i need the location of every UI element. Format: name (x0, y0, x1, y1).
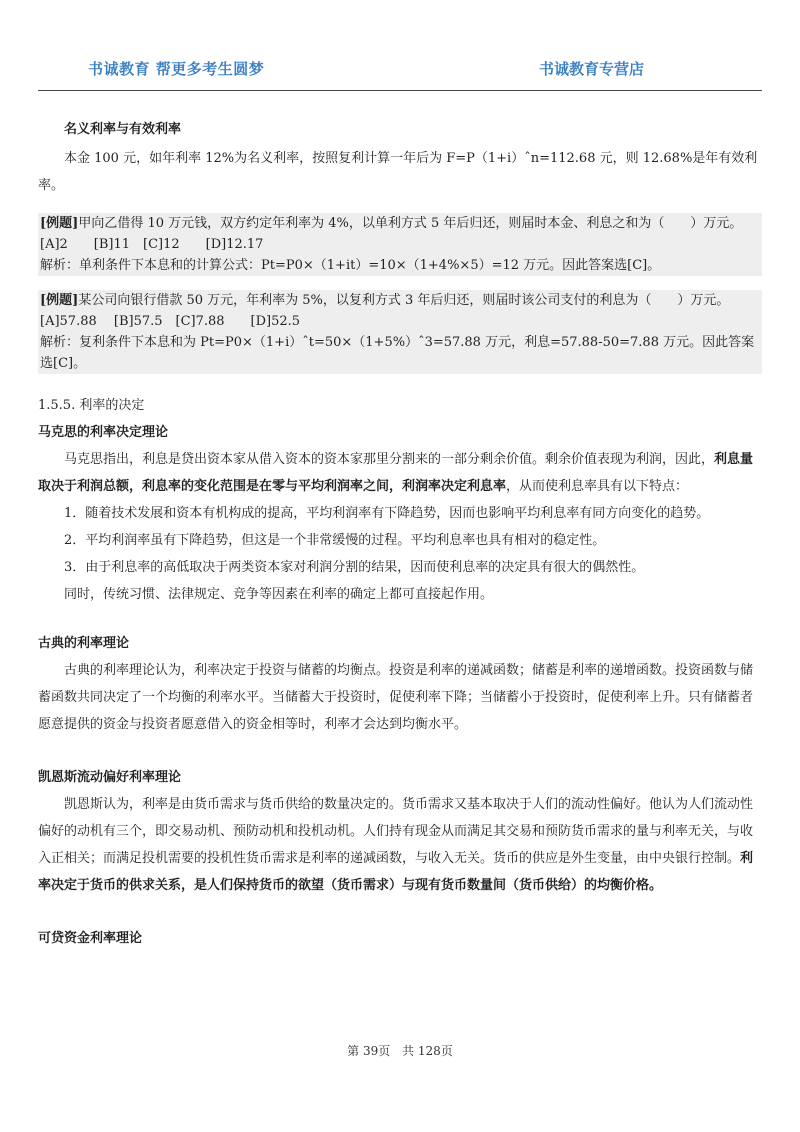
page-number: 第 39页 (347, 1044, 391, 1058)
keynes-theory-paragraph: 凯恩斯认为，利率是由货币需求与货币供给的数量决定的。货币需求又基本取决于人们的流动性偏好。他认为人们流动性偏好的动机有三个，即交易动机、预防动机和投机动机。人们持有现金从而满足其交易和预防货币需求的量与利率无关，与收入正相关；而满足投机需要的投机性货币需求是利率的递减函数，与收入无关。货币的供应是外生变量，由中央银行控制。利率决定于货币的供求关系，是人们保持货币的欲望（货币需求）与现有货币数量间（货币供给）的均衡价格。 (38, 797, 754, 893)
marx-point-3: 3．由于利息率的高低取决于两类资本家对利润分割的结果，因而使利息率的决定具有很大的偶然性。 (64, 560, 645, 575)
marx-key-statement: 利息量取决于利润总额，利息率的变化范围是在零与平均利润率之间，利润率决定利息率 (38, 452, 754, 494)
nominal-rate-paragraph: 本金 100 元，如年利率 12%为名义利率，按照复利计算一年后为 F=P（1+i）ˆn=112.68 元，则 12.68%是年有效利率。 (38, 151, 758, 193)
header-divider (38, 90, 762, 91)
example-2-analysis: 解析：复利条件下本息和为 Pt=P0×（1+i）ˆt=50×（1+5%）ˆ3=57.88 万元，利息=57.88-50=7.88 万元。因此答案选[C]。 (40, 335, 755, 371)
marx-closing: 同时，传统习惯、法律规定、竞争等因素在利率的确定上都可直接起作用。 (64, 587, 494, 602)
keynes-key-statement: 利率决定于货币的供求关系，是人们保持货币的欲望（货币需求）与现有货币数量间（货币供给）的均衡价格。 (38, 851, 754, 893)
header-right-text: 书诚教育专营店 (538, 60, 644, 78)
marx-point-1: 1．随着技术发展和资本有机构成的提高，平均利润率有下降趋势，因而也影响平均利息率有同方向变化的趋势。 (64, 506, 710, 521)
page-total: 共 128页 (402, 1044, 453, 1058)
section-heading-1-5-5: 1.5.5. 利率的决定 (38, 398, 145, 413)
loanable-funds-theory-title: 可贷资金利率理论 (38, 931, 143, 946)
example-2-label: [例题] (40, 293, 79, 308)
marx-theory-title: 马克思的利率决定理论 (38, 425, 169, 440)
header-left-text: 书诚教育 帮更多考生圆梦 (88, 60, 265, 78)
example-block-1 (38, 213, 762, 276)
classical-theory-title: 古典的利率理论 (38, 636, 130, 651)
example-block-2 (38, 290, 762, 374)
example-1-options: [A]2 [B]11 [C]12 [D]12.17 (40, 237, 264, 252)
example-2-question: [例题]某公司向银行借款 50 万元，年利率为 5%，以复利方式 3 年后归还，则届时该公司支付的利息为（ ）万元。 (40, 293, 730, 308)
marx-point-2: 2．平均利润率虽有下降趋势，但这是一个非常缓慢的过程。平均利息率也具有相对的稳定性。 (64, 533, 606, 548)
page-footer (0, 1042, 800, 1059)
example-1-question: [例题]甲向乙借得 10 万元钱，双方约定年利率为 4%，以单利方式 5 年后归还，则届时本金、利息之和为（ ）万元。 (40, 216, 743, 231)
page-content (38, 118, 762, 952)
marx-theory-paragraph: 马克思指出，利息是贷出资本家从借入资本的资本家那里分割来的一部分剩余价值。剩余价值表现为利润，因此，利息量取决于利润总额，利息率的变化范围是在零与平均利润率之间，利润率决定利息率，从而使利息率具有以下特点： (38, 452, 754, 494)
example-2-options: [A]57.88 [B]57.5 [C]7.88 [D]52.5 (40, 314, 301, 329)
example-1-analysis: 解析：单利条件下本息和的计算公式：Pt=P0×（1+it）=10×（1+4%×5）=12 万元。因此答案选[C]。 (40, 258, 661, 273)
classical-theory-paragraph: 古典的利率理论认为，利率决定于投资与储蓄的均衡点。投资是利率的递减函数；储蓄是利率的递增函数。投资函数与储蓄函数共同决定了一个均衡的利率水平。当储蓄大于投资时，促使利率下降；当储蓄小于投资时，促使利率上升。只有储蓄者愿意提供的资金与投资者愿意借入的资金相等时，利率才会达到均衡水平。 (38, 663, 754, 732)
section-title-nominal-rate: 名义利率与有效利率 (64, 122, 182, 137)
example-1-label: [例题] (40, 216, 79, 231)
keynes-theory-title: 凯恩斯流动偏好利率理论 (38, 770, 182, 785)
